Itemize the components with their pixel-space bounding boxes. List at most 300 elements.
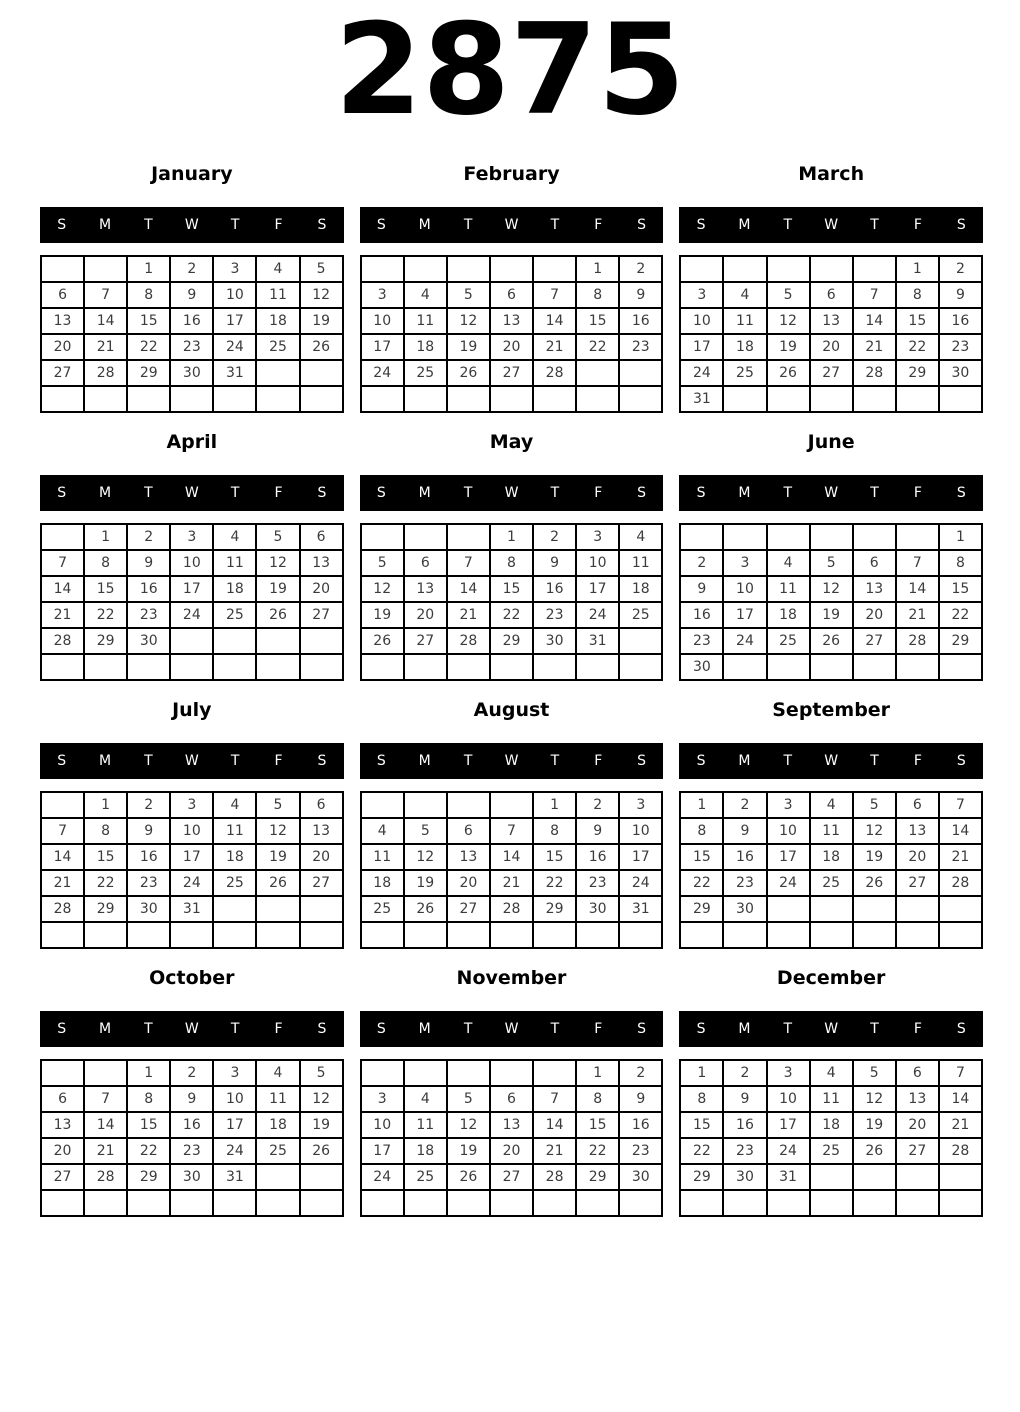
date-cell: 27 [41, 1164, 84, 1190]
date-cell [361, 792, 404, 818]
date-cell: 7 [896, 550, 939, 576]
date-cell: 23 [170, 334, 213, 360]
date-cell: 14 [447, 576, 490, 602]
date-cell: 9 [170, 1086, 213, 1112]
date-cell: 28 [41, 896, 84, 922]
date-cell: 27 [447, 896, 490, 922]
dow-header-row [360, 475, 664, 511]
month-title: August [473, 699, 550, 721]
date-cell: 26 [300, 1138, 343, 1164]
date-cell: 17 [361, 334, 404, 360]
day-header-cell: S [376, 217, 386, 233]
week-row [361, 386, 663, 412]
day-header-cell: T [144, 1021, 153, 1037]
date-cell: 26 [361, 628, 404, 654]
week-row [680, 550, 982, 576]
week-row [361, 524, 663, 550]
date-cell: 23 [576, 870, 619, 896]
week-row [680, 334, 982, 360]
date-cell: 13 [300, 550, 343, 576]
week-row [361, 602, 663, 628]
date-cell: 16 [127, 844, 170, 870]
date-cell: 3 [723, 550, 766, 576]
year-title: 2875 [334, 0, 686, 143]
date-grid-body [41, 524, 343, 680]
date-cell: 15 [896, 308, 939, 334]
day-header-cell: T [463, 485, 473, 501]
date-cell: 25 [404, 1164, 447, 1190]
date-cell [300, 1190, 343, 1216]
dow-header-row [360, 207, 664, 243]
date-cell: 26 [447, 1164, 490, 1190]
date-cell [619, 628, 662, 654]
date-cell: 6 [41, 1086, 84, 1112]
week-row [41, 922, 343, 948]
date-cell: 12 [767, 308, 810, 334]
date-cell: 8 [680, 1086, 723, 1112]
date-cell: 16 [170, 308, 213, 334]
date-cell: 25 [810, 870, 853, 896]
date-grid [40, 791, 344, 949]
day-header-cell: T [144, 485, 153, 501]
date-cell: 30 [680, 654, 723, 680]
date-cell: 7 [533, 1086, 576, 1112]
date-cell [84, 1060, 127, 1086]
day-header-cell: W [504, 753, 519, 769]
day-header-cell: S [956, 753, 966, 769]
date-cell: 23 [723, 1138, 766, 1164]
date-cell [404, 922, 447, 948]
week-row [361, 1164, 663, 1190]
date-cell: 4 [404, 1086, 447, 1112]
day-header-cell: S [956, 485, 966, 501]
date-cell [127, 1190, 170, 1216]
date-cell [533, 1190, 576, 1216]
week-row [41, 896, 343, 922]
date-cell: 1 [127, 1060, 170, 1086]
date-cell: 8 [490, 550, 533, 576]
week-row [361, 818, 663, 844]
date-cell: 7 [41, 550, 84, 576]
date-cell: 5 [300, 1060, 343, 1086]
month-title: October [149, 967, 235, 989]
date-cell: 24 [213, 1138, 256, 1164]
date-cell [256, 1164, 299, 1190]
date-cell [767, 386, 810, 412]
date-cell: 10 [213, 1086, 256, 1112]
date-cell: 28 [853, 360, 896, 386]
date-cell [404, 386, 447, 412]
day-header-cell: S [57, 1021, 67, 1037]
day-header-cell: T [230, 753, 240, 769]
week-row [680, 1138, 982, 1164]
date-cell: 26 [300, 334, 343, 360]
date-cell [680, 524, 723, 550]
date-cell: 23 [170, 1138, 213, 1164]
week-row [361, 1112, 663, 1138]
date-cell: 30 [170, 1164, 213, 1190]
date-cell: 22 [533, 870, 576, 896]
day-header-cell: W [504, 1021, 519, 1037]
date-cell [767, 256, 810, 282]
date-cell: 5 [256, 524, 299, 550]
date-cell: 11 [810, 1086, 853, 1112]
date-cell: 9 [680, 576, 723, 602]
date-cell [170, 386, 213, 412]
date-cell: 8 [680, 818, 723, 844]
date-cell: 24 [723, 628, 766, 654]
date-cell: 5 [810, 550, 853, 576]
date-cell: 21 [853, 334, 896, 360]
date-cell [767, 896, 810, 922]
date-cell: 18 [404, 1138, 447, 1164]
date-cell: 23 [127, 870, 170, 896]
date-cell: 2 [680, 550, 723, 576]
date-cell: 16 [680, 602, 723, 628]
date-cell: 3 [680, 282, 723, 308]
date-cell: 14 [939, 818, 982, 844]
date-cell [447, 654, 490, 680]
date-cell: 6 [853, 550, 896, 576]
date-cell: 6 [490, 1086, 533, 1112]
date-cell [767, 654, 810, 680]
date-cell: 6 [896, 1060, 939, 1086]
date-cell: 9 [127, 818, 170, 844]
date-cell: 7 [490, 818, 533, 844]
date-cell: 1 [896, 256, 939, 282]
day-header-cell: S [376, 485, 386, 501]
week-row [680, 628, 982, 654]
month-title: December [776, 967, 886, 989]
week-row [361, 792, 663, 818]
date-cell: 8 [127, 282, 170, 308]
month-title: June [807, 431, 855, 453]
week-row [41, 844, 343, 870]
date-cell: 18 [810, 1112, 853, 1138]
day-header-cell: T [783, 217, 793, 233]
date-cell: 4 [767, 550, 810, 576]
day-header-cell: T [144, 217, 153, 233]
date-cell [723, 654, 766, 680]
date-cell [723, 524, 766, 550]
week-row [680, 576, 982, 602]
date-cell: 28 [533, 1164, 576, 1190]
date-cell [939, 922, 982, 948]
date-cell: 28 [447, 628, 490, 654]
date-cell: 9 [127, 550, 170, 576]
date-cell: 6 [404, 550, 447, 576]
date-cell: 9 [533, 550, 576, 576]
date-cell [300, 922, 343, 948]
date-cell: 16 [170, 1112, 213, 1138]
date-cell [490, 922, 533, 948]
date-cell: 7 [533, 282, 576, 308]
date-cell: 3 [767, 792, 810, 818]
day-header-cell: S [376, 1021, 386, 1037]
date-cell: 14 [896, 576, 939, 602]
date-grid-body [680, 792, 982, 948]
date-cell: 26 [810, 628, 853, 654]
month-block [360, 958, 664, 1217]
day-header-cell: S [317, 217, 327, 233]
date-cell [619, 1190, 662, 1216]
week-row [361, 576, 663, 602]
date-cell: 25 [361, 896, 404, 922]
week-row [41, 792, 343, 818]
week-row [361, 1086, 663, 1112]
date-cell: 12 [404, 844, 447, 870]
month-block [679, 958, 983, 1217]
date-cell: 27 [300, 602, 343, 628]
date-cell [810, 896, 853, 922]
date-cell [896, 896, 939, 922]
day-header-cell: W [504, 217, 519, 233]
week-row [41, 282, 343, 308]
date-cell: 9 [939, 282, 982, 308]
week-row [680, 308, 982, 334]
date-cell: 30 [723, 1164, 766, 1190]
date-cell [404, 792, 447, 818]
date-cell: 25 [767, 628, 810, 654]
date-cell: 13 [447, 844, 490, 870]
week-row [361, 922, 663, 948]
date-cell [490, 1060, 533, 1086]
date-cell: 23 [680, 628, 723, 654]
date-cell: 11 [810, 818, 853, 844]
date-cell: 10 [723, 576, 766, 602]
date-cell: 18 [361, 870, 404, 896]
date-cell [490, 256, 533, 282]
date-cell: 2 [619, 1060, 662, 1086]
date-cell: 29 [939, 628, 982, 654]
date-cell: 22 [84, 870, 127, 896]
date-cell: 20 [404, 602, 447, 628]
week-row [41, 1086, 343, 1112]
date-cell: 15 [680, 844, 723, 870]
day-header-cell: F [913, 1021, 922, 1037]
date-cell: 5 [256, 792, 299, 818]
date-grid-body [680, 1060, 982, 1216]
date-cell: 6 [896, 792, 939, 818]
date-cell [84, 1190, 127, 1216]
date-grid [679, 791, 983, 949]
month-title: September [772, 699, 891, 721]
date-cell: 4 [810, 1060, 853, 1086]
week-row [361, 1190, 663, 1216]
dow-header-row [679, 207, 983, 243]
date-cell [853, 654, 896, 680]
day-header-cell: T [870, 217, 879, 233]
date-cell [810, 524, 853, 550]
date-cell: 25 [810, 1138, 853, 1164]
date-cell [170, 628, 213, 654]
date-cell [853, 922, 896, 948]
date-cell: 18 [256, 308, 299, 334]
week-row [680, 654, 982, 680]
date-cell: 10 [619, 818, 662, 844]
day-header-cell: F [913, 217, 922, 233]
day-header-cell: T [783, 753, 793, 769]
date-grid [360, 523, 664, 681]
date-cell: 22 [84, 602, 127, 628]
week-row [41, 1112, 343, 1138]
date-cell: 12 [447, 1112, 490, 1138]
date-cell: 30 [127, 628, 170, 654]
date-cell: 30 [939, 360, 982, 386]
date-cell [723, 922, 766, 948]
day-header-cell: S [696, 753, 706, 769]
date-cell [256, 360, 299, 386]
week-row [41, 1060, 343, 1086]
day-header-cell: S [637, 753, 647, 769]
date-cell [896, 1190, 939, 1216]
week-row [680, 792, 982, 818]
day-header-cell: W [184, 1021, 199, 1037]
date-cell [447, 524, 490, 550]
date-cell: 11 [213, 818, 256, 844]
date-cell [213, 386, 256, 412]
date-cell [490, 1190, 533, 1216]
date-cell: 4 [361, 818, 404, 844]
week-row [41, 386, 343, 412]
date-cell: 24 [361, 360, 404, 386]
date-cell [404, 1190, 447, 1216]
day-header-cell: F [594, 1021, 603, 1037]
day-header-cell: S [637, 485, 647, 501]
date-cell [723, 256, 766, 282]
dow-header-row [679, 1011, 983, 1047]
dow-header-row [40, 743, 344, 779]
date-cell [490, 654, 533, 680]
date-cell [619, 922, 662, 948]
date-cell: 27 [41, 360, 84, 386]
month-block [40, 958, 344, 1217]
week-row [680, 844, 982, 870]
date-cell: 4 [404, 282, 447, 308]
date-cell: 1 [533, 792, 576, 818]
date-cell: 29 [896, 360, 939, 386]
date-cell: 3 [170, 792, 213, 818]
week-row [361, 360, 663, 386]
day-header-cell: M [738, 485, 751, 501]
week-row [680, 870, 982, 896]
date-cell: 12 [300, 1086, 343, 1112]
day-header-cell: S [57, 217, 67, 233]
date-cell [300, 1164, 343, 1190]
date-cell [853, 896, 896, 922]
date-cell: 27 [810, 360, 853, 386]
date-cell [300, 628, 343, 654]
date-cell: 31 [170, 896, 213, 922]
date-cell: 25 [256, 334, 299, 360]
date-cell: 2 [576, 792, 619, 818]
dow-header-row [40, 475, 344, 511]
date-cell: 8 [84, 550, 127, 576]
date-cell [853, 524, 896, 550]
date-grid [360, 255, 664, 413]
date-cell: 16 [619, 308, 662, 334]
date-cell [533, 1060, 576, 1086]
day-header-cell: T [230, 485, 240, 501]
date-cell [127, 386, 170, 412]
date-cell: 12 [256, 550, 299, 576]
date-cell [939, 1190, 982, 1216]
date-cell: 14 [533, 1112, 576, 1138]
date-cell: 13 [41, 1112, 84, 1138]
date-cell: 22 [680, 1138, 723, 1164]
date-cell [723, 1190, 766, 1216]
date-cell: 21 [41, 602, 84, 628]
date-cell: 12 [810, 576, 853, 602]
date-cell [576, 386, 619, 412]
date-cell: 4 [256, 1060, 299, 1086]
date-cell: 4 [256, 256, 299, 282]
date-grid [40, 1059, 344, 1217]
date-cell [810, 386, 853, 412]
date-cell: 19 [767, 334, 810, 360]
day-header-cell: W [824, 217, 839, 233]
date-cell [41, 1060, 84, 1086]
date-cell [404, 256, 447, 282]
date-cell: 5 [361, 550, 404, 576]
date-cell: 14 [84, 1112, 127, 1138]
date-cell: 29 [84, 896, 127, 922]
date-cell: 11 [404, 1112, 447, 1138]
date-cell: 6 [447, 818, 490, 844]
date-cell [170, 1190, 213, 1216]
date-cell [576, 360, 619, 386]
date-cell: 24 [213, 334, 256, 360]
date-cell: 25 [213, 602, 256, 628]
day-header-cell: T [144, 753, 153, 769]
week-row [361, 870, 663, 896]
date-cell: 11 [256, 1086, 299, 1112]
date-cell: 5 [853, 792, 896, 818]
date-cell: 6 [810, 282, 853, 308]
date-cell [361, 256, 404, 282]
date-cell: 22 [576, 1138, 619, 1164]
month-title: November [456, 967, 567, 989]
date-cell [300, 386, 343, 412]
date-cell: 6 [490, 282, 533, 308]
date-cell [576, 654, 619, 680]
date-cell: 20 [41, 1138, 84, 1164]
date-cell: 3 [576, 524, 619, 550]
date-grid-body [41, 1060, 343, 1216]
date-cell: 11 [361, 844, 404, 870]
date-cell [361, 1060, 404, 1086]
day-header-cell: T [870, 485, 879, 501]
day-header-cell: W [184, 485, 199, 501]
date-cell [447, 922, 490, 948]
week-row [680, 360, 982, 386]
date-cell: 1 [84, 524, 127, 550]
week-row [361, 628, 663, 654]
date-cell: 12 [447, 308, 490, 334]
date-cell [939, 1164, 982, 1190]
date-cell: 9 [170, 282, 213, 308]
day-header-cell: T [870, 1021, 879, 1037]
date-cell: 7 [84, 1086, 127, 1112]
date-grid [40, 523, 344, 681]
week-row [680, 524, 982, 550]
date-cell: 7 [939, 792, 982, 818]
date-cell: 11 [619, 550, 662, 576]
date-cell: 12 [300, 282, 343, 308]
date-cell: 8 [939, 550, 982, 576]
week-row [680, 282, 982, 308]
date-cell: 15 [127, 1112, 170, 1138]
